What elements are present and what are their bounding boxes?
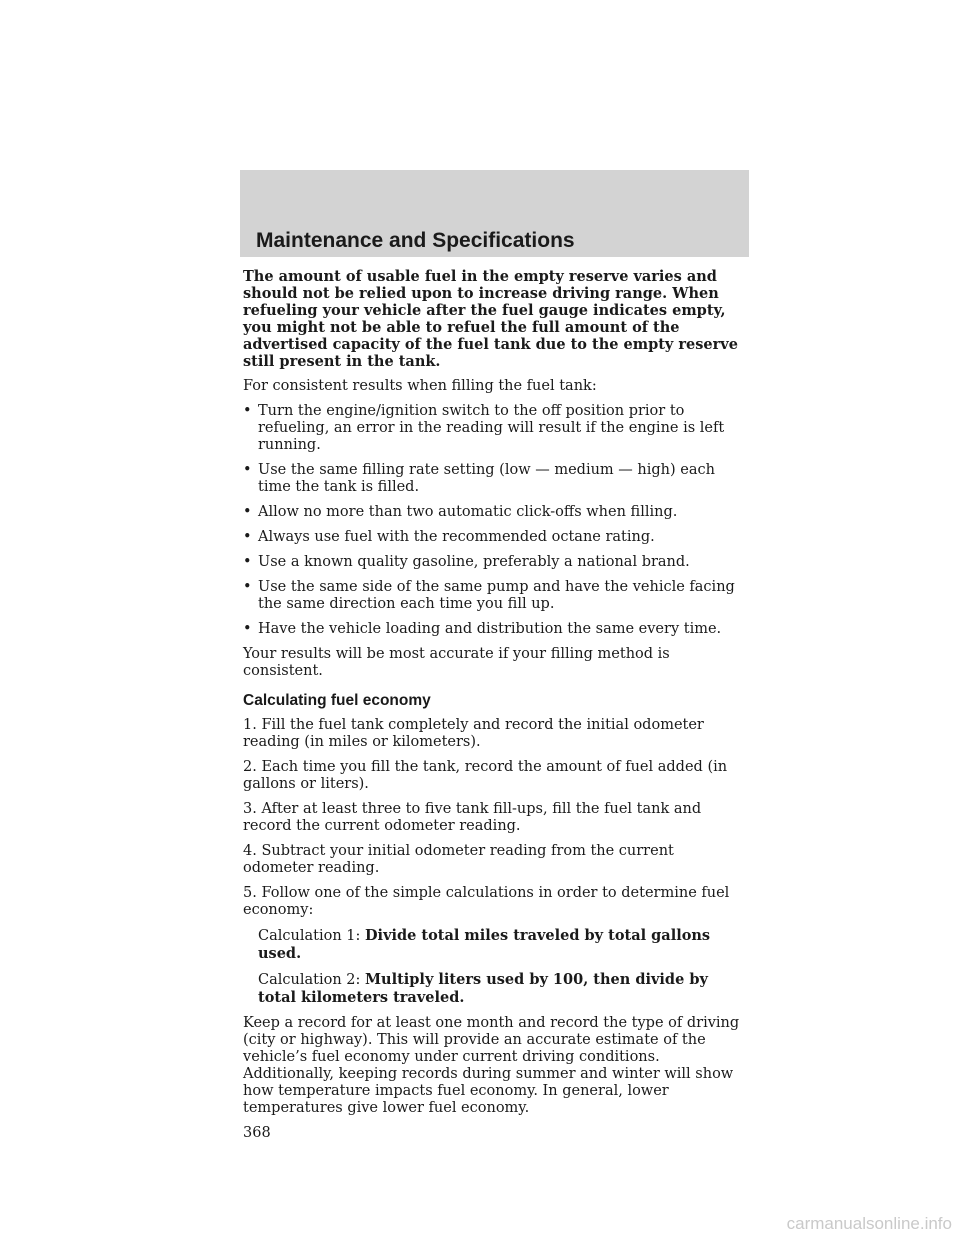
list-item: • Use the same side of the same pump and have the vehicle facing the same direction each time you fill up. (243, 579, 735, 612)
step-5: 5. Follow one of the simple calculations in order to determine fuel economy: (243, 885, 730, 918)
bullet-icon: • (243, 504, 252, 520)
bullet-icon: • (243, 403, 252, 419)
calculation-label: Calculation 2: (258, 972, 361, 988)
calculation-2 (243, 971, 743, 1007)
calculation-text: Multiply liters used by 100, then divide by total kilometers traveled. (258, 971, 708, 1006)
calculation-1 (243, 927, 743, 963)
step-1: 1. Fill the fuel tank completely and record the initial odometer reading (in miles or kilometers). (243, 717, 704, 750)
list-item: • Turn the engine/ignition switch to the off position prior to refueling, an error in the reading will result if the engine is left running. (243, 403, 725, 453)
section-title: Maintenance and Specifications (256, 229, 575, 252)
list-item: • Have the vehicle loading and distribution the same every time. (243, 621, 722, 637)
bullet-icon: • (243, 554, 252, 570)
step-3: 3. After at least three to five tank fill-ups, fill the fuel tank and record the current odometer reading. (243, 801, 702, 834)
consistent-results-intro: For consistent results when filling the fuel tank: (243, 378, 597, 394)
list-item: • Use a known quality gasoline, preferably a national brand. (243, 554, 690, 570)
list-item: • Always use fuel with the recommended octane rating. (243, 529, 655, 545)
list-item: • Use the same filling rate setting (low — medium — high) each time the tank is filled. (243, 462, 715, 495)
calculating-fuel-economy-heading: Calculating fuel economy (243, 692, 431, 709)
reserve-warning: The amount of usable fuel in the empty reserve varies and should not be relied upon to increase driving range. When refueling your vehicle after the fuel gauge indicates empty, you might not be able to refuel the full amount of the advertised capacity of the fuel tank due to the empty reserve still present in the tank. (243, 268, 738, 370)
watermark: carmanualsonline.info (786, 1214, 952, 1233)
page-content (243, 268, 743, 1142)
calculation-label: Calculation 1: (258, 928, 361, 944)
list-item: • Allow no more than two automatic click-offs when filling. (243, 504, 678, 520)
step-4: 4. Subtract your initial odometer reading from the current odometer reading. (243, 843, 674, 876)
bullet-icon: • (243, 579, 252, 595)
page-number: 368 (243, 1125, 271, 1141)
calculation-text: Divide total miles traveled by total gallons used. (258, 927, 711, 962)
closing-paragraph: Keep a record for at least one month and record the type of driving (city or highway). This will provide an accurate estimate of the vehicle’s fuel economy under current driving conditions. Additionally, keeping records during summer and winter will show how temperature impacts fuel economy. In general, lower temperatures give lower fuel economy. (243, 1015, 740, 1116)
results-note: Your results will be most accurate if your filling method is consistent. (243, 646, 670, 679)
bullet-icon: • (243, 462, 252, 478)
filling-tips-list (243, 403, 743, 638)
step-2: 2. Each time you fill the tank, record the amount of fuel added (in gallons or liters). (243, 759, 728, 792)
bullet-icon: • (243, 621, 252, 637)
bullet-icon: • (243, 529, 252, 545)
